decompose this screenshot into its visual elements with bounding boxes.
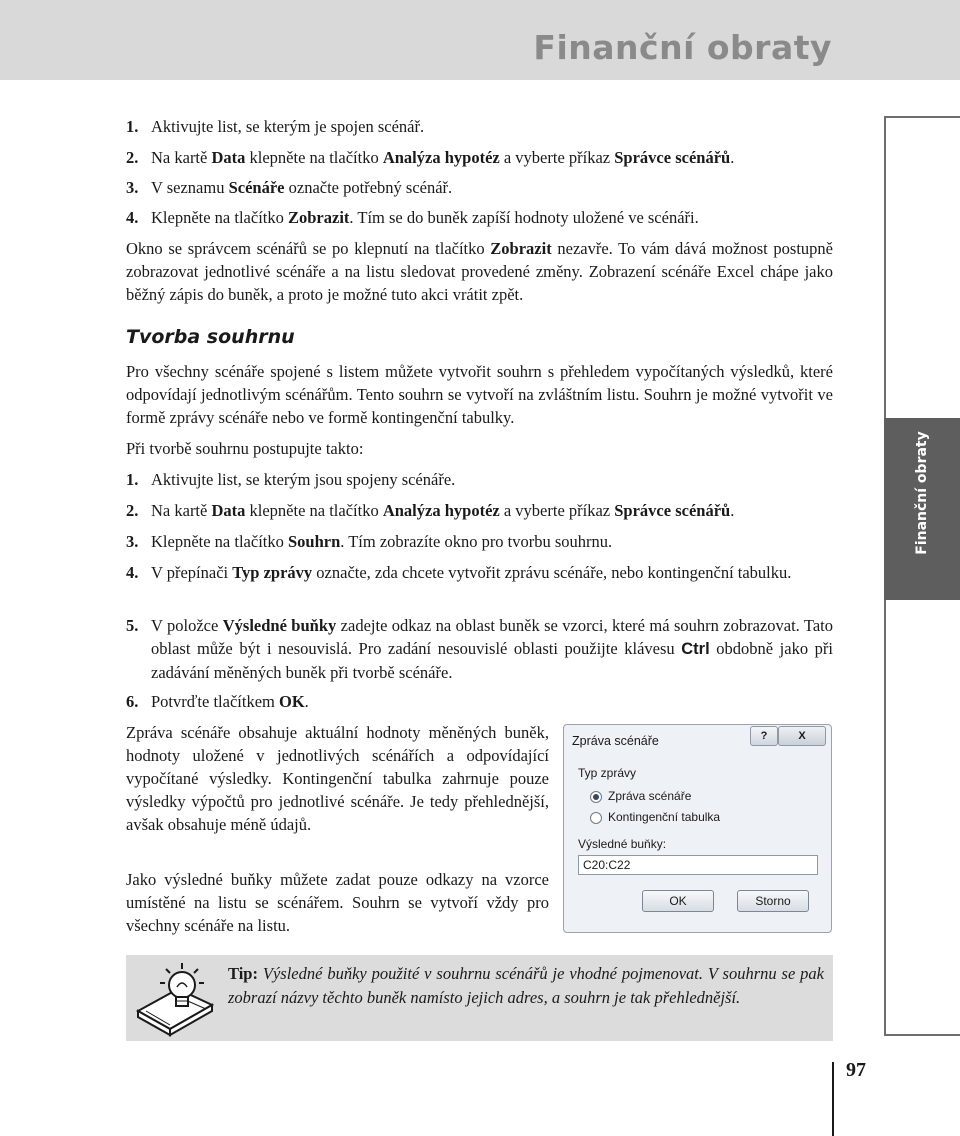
- step-number: 5.: [126, 616, 139, 635]
- tip-text: Tip: Výsledné buňky použité v souhrnu scénářů je vhodné pojmenovat. V souhrnu se pak zobrazí názvy těchto buněk namísto jejich adres, a souhrn je tak přehlednější.: [228, 964, 825, 1007]
- paragraph-procedure-intro: Při tvorbě souhrnu postupujte takto:: [126, 439, 364, 458]
- close-button[interactable]: X: [778, 726, 826, 746]
- step-b-1: 1. Aktivujte list, se kterým jsou spojeny scénáře.: [126, 470, 456, 489]
- lightbulb-book-icon: [132, 959, 216, 1039]
- radio-scenario-summary[interactable]: [590, 791, 602, 803]
- step-a-1: 1. Aktivujte list, se kterým je spojen scénář.: [126, 117, 425, 136]
- paragraph-view-info: Okno se správcem scénářů se po klepnutí na tlačítko Zobrazit nezavře. To vám dává možnost postupně zobrazovat jednotlivé scénáře a na listu sledovat provedené změny. Zobrazení scénáře Excel chápe jako běžný zápis do buněk, a proto je možné tuto akci vrátit zpět.: [126, 239, 833, 304]
- radio-pivot-table-label[interactable]: Kontingenční tabulka: [608, 810, 721, 824]
- step-b-3: 3. Klepněte na tlačítko Souhrn. Tím zobrazíte okno pro tvorbu souhrnu.: [126, 532, 613, 551]
- header-band: [0, 0, 960, 80]
- radio-scenario-summary-label[interactable]: Zpráva scénáře: [608, 789, 692, 803]
- cancel-button[interactable]: Storno: [737, 890, 809, 912]
- scenario-summary-dialog: [563, 724, 832, 933]
- step-number: 1.: [126, 117, 139, 136]
- help-button[interactable]: ?: [750, 726, 778, 746]
- paragraph-report-vs-pivot: Zpráva scénáře obsahuje aktuální hodnoty měněných buněk, hodnoty uložené v jednotlivých scénářích a odpovídající vypočítané výsledky. Kontingenční tabulka zahrnuje pouze výsledky výpočtů pro jednotlivé scénáře. Je tedy přehlednější, avšak obsahuje méně údajů.: [126, 723, 549, 834]
- tip-label: Tip:: [228, 964, 258, 983]
- step-b-6: 6. Potvrďte tlačítkem OK.: [126, 692, 309, 711]
- step-a-2: 2. Na kartě Data klepněte na tlačítko Analýza hypotéz a vyberte příkaz Správce scénářů.: [126, 148, 735, 167]
- section-heading: Tvorba souhrnu: [126, 326, 295, 348]
- tip-box: [126, 955, 833, 1041]
- step-number: 4.: [126, 563, 139, 582]
- result-cells-label: Výsledné buňky:: [578, 837, 667, 851]
- paragraph-result-cells: Jako výsledné buňky můžete zadat pouze odkazy na vzorce umístěné na listu se scénářem. Souhrn se vytvoří vždy pro všechny scénáře na listu.: [126, 870, 549, 935]
- chapter-side-tab: [884, 418, 960, 600]
- radio-pivot-table[interactable]: [590, 812, 602, 824]
- step-number: 2.: [126, 501, 139, 520]
- step-number: 3.: [126, 532, 139, 551]
- page-number: 97: [846, 1059, 866, 1081]
- step-b-2: 2. Na kartě Data klepněte na tlačítko Analýza hypotéz a vyberte příkaz Správce scénářů.: [126, 501, 735, 520]
- result-cells-input[interactable]: C20:C22: [578, 855, 818, 875]
- step-a-4: 4. Klepněte na tlačítko Zobrazit. Tím se do buněk zapíší hodnoty uložené ve scénáři.: [126, 208, 699, 227]
- ok-button[interactable]: OK: [642, 890, 714, 912]
- step-number: 3.: [126, 178, 139, 197]
- step-b-5: 5. V položce Výsledné buňky zadejte odkaz na oblast buněk se vzorci, které má souhrn zobrazovat. Tato oblast může být i nesouvislá. Pro zadání nesouvislé oblasti použijte klávesu Ctrl obdobně jako při zadávání měněných buněk při tvorbě scénáře.: [126, 616, 833, 682]
- paragraph-summary-intro: Pro všechny scénáře spojené s listem můžete vytvořit souhrn s přehledem vypočítaných výsledků, které odpovídají jednotlivým scénářům. Tento souhrn se vytvoří na zvláštním listu. Souhrn je možné vytvořit ve formě zprávy scénáře nebo ve formě kontingenční tabulky.: [126, 362, 833, 427]
- step-number: 6.: [126, 692, 139, 711]
- page-number-rule: [832, 1062, 834, 1136]
- report-type-label: Typ zprávy: [578, 766, 637, 780]
- step-number: 2.: [126, 148, 139, 167]
- step-number: 4.: [126, 208, 139, 227]
- chapter-title: Finanční obraty: [533, 28, 832, 67]
- step-a-3: 3. V seznamu Scénáře označte potřebný scénář.: [126, 178, 453, 197]
- step-number: 1.: [126, 470, 139, 489]
- chapter-side-tab-label: Finanční obraty: [914, 431, 930, 555]
- dialog-title: Zpráva scénáře: [572, 734, 659, 748]
- step-b-4: 4. V přepínači Typ zprávy označte, zda chcete vytvořit zprávu scénáře, nebo kontingenční tabulku.: [126, 563, 792, 582]
